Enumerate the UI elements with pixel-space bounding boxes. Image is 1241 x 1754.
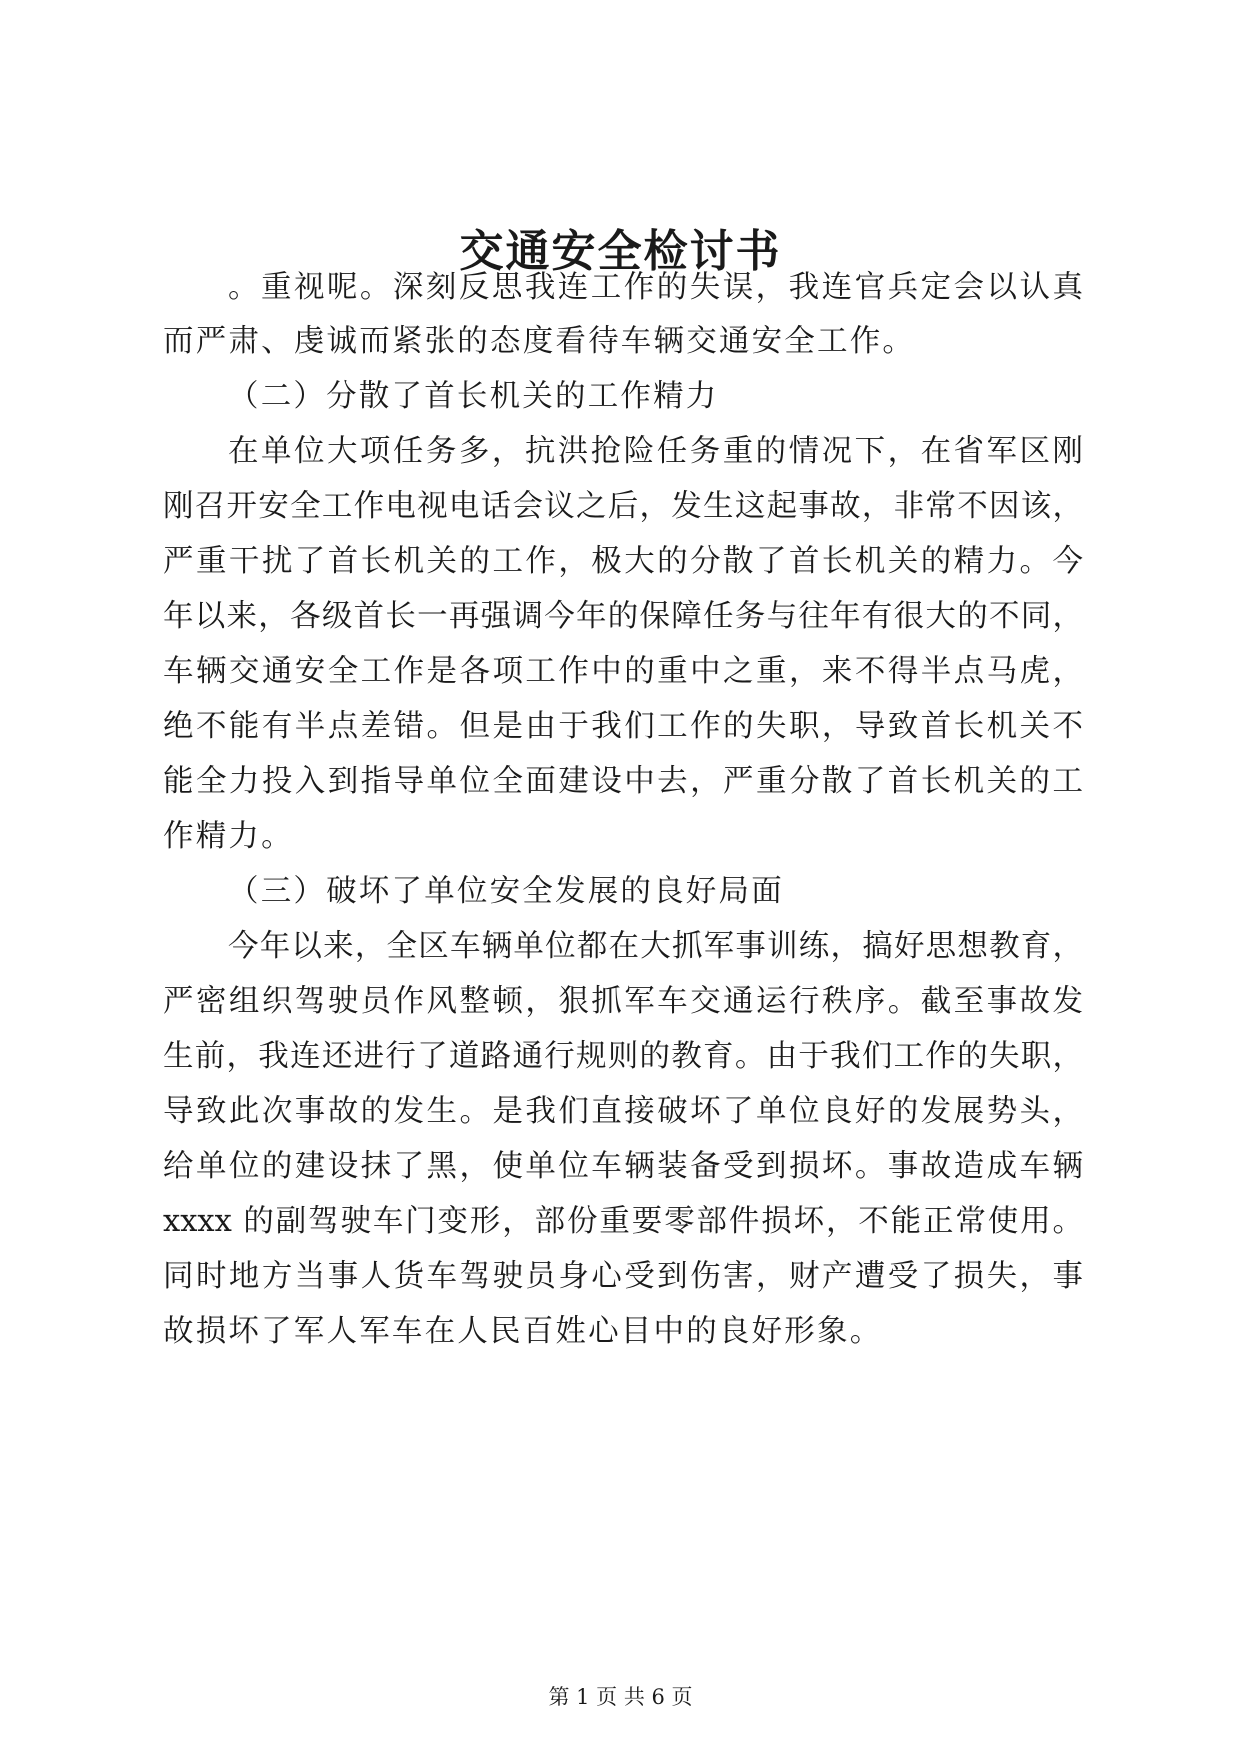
section-heading: （二）分散了首长机关的工作精力 bbox=[228, 379, 719, 414]
body-line: 故损坏了军人军车在人民百姓心目中的良好形象。 bbox=[163, 1314, 883, 1349]
section-heading: （三）破坏了单位安全发展的良好局面 bbox=[228, 874, 784, 909]
body-line: 。重视呢。深刻反思我连工作的失误，我连官兵定会以认真 bbox=[228, 270, 1083, 305]
document-title: 交通安全检讨书 bbox=[459, 226, 782, 277]
body-line: 绝不能有半点差错。但是由于我们工作的失职，导致首长机关不 bbox=[163, 709, 1083, 744]
body-line: 生前，我连还进行了道路通行规则的教育。由于我们工作的失职， bbox=[163, 1039, 1083, 1074]
body-line: 车辆交通安全工作是各项工作中的重中之重，来不得半点马虎， bbox=[163, 654, 1083, 689]
body-line: 能全力投入到指导单位全面建设中去，严重分散了首长机关的工 bbox=[163, 764, 1083, 799]
page-number-footer: 第 1 页 共 6 页 bbox=[548, 1685, 693, 1709]
body-line: 刚召开安全工作电视电话会议之后，发生这起事故，非常不因该， bbox=[163, 489, 1083, 524]
body-line: 严重干扰了首长机关的工作，极大的分散了首长机关的精力。今 bbox=[163, 544, 1083, 579]
body-line: 严密组织驾驶员作风整顿，狠抓军车交通运行秩序。截至事故发 bbox=[163, 984, 1083, 1019]
body-line: 同时地方当事人货车驾驶员身心受到伤害，财产遭受了损失，事 bbox=[163, 1259, 1083, 1294]
body-line: 今年以来，全区车辆单位都在大抓军事训练，搞好思想教育， bbox=[228, 929, 1083, 964]
body-line: 而严肃、虔诚而紧张的态度看待车辆交通安全工作。 bbox=[163, 324, 916, 359]
body-line: 给单位的建设抹了黑，使单位车辆装备受到损坏。事故造成车辆 bbox=[163, 1149, 1083, 1184]
body-line: 在单位大项任务多，抗洪抢险任务重的情况下，在省军区刚 bbox=[228, 434, 1083, 469]
body-line: xxxx 的副驾驶车门变形，部份重要零部件损坏，不能正常使用。 bbox=[163, 1204, 1083, 1239]
body-line: 年以来，各级首长一再强调今年的保障任务与往年有很大的不同， bbox=[163, 599, 1083, 634]
body-line: 导致此次事故的发生。是我们直接破坏了单位良好的发展势头， bbox=[163, 1094, 1083, 1129]
body-line: 作精力。 bbox=[163, 819, 294, 854]
